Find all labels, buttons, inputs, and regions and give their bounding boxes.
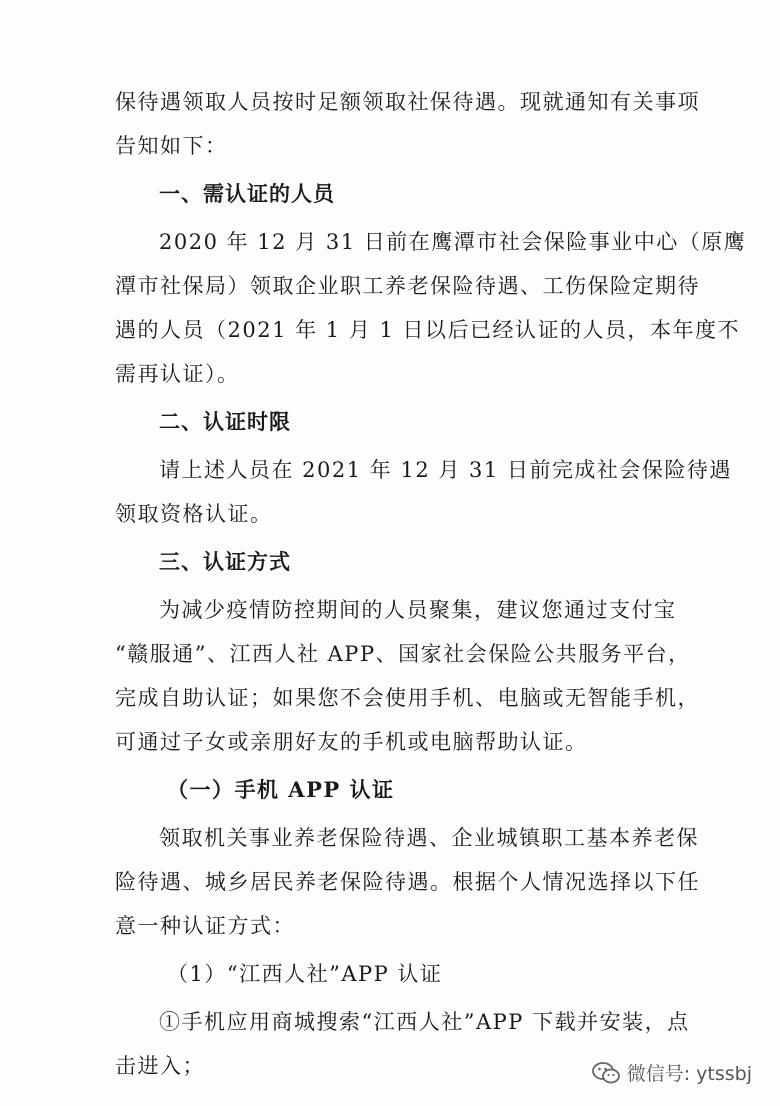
text-line: 可通过子女或亲朋好友的手机或电脑帮助认证。 bbox=[115, 730, 588, 754]
text-line: 击进入； bbox=[115, 1054, 205, 1078]
subsection-heading-1: （一）手机 APP 认证 bbox=[167, 777, 395, 802]
list-item-heading: （1）“江西人社”APP 认证 bbox=[167, 962, 443, 986]
watermark-text: 微信号: ytssbj bbox=[626, 1063, 752, 1085]
text-line: 领取机关事业养老保险待遇、企业城镇职工基本养老保 bbox=[159, 826, 699, 850]
text-line: 2020 年 12 月 31 日前在鹰潭市社会保险事业中心（原鹰 bbox=[159, 230, 747, 254]
wechat-watermark bbox=[591, 1059, 752, 1086]
text-line: 需再认证）。 bbox=[115, 362, 240, 386]
text-line: 告知如下： bbox=[115, 134, 228, 158]
section-heading-1: 一、需认证的人员 bbox=[159, 182, 335, 206]
text-line: 完成自助认证；如果您不会使用手机、电脑或无智能手机， bbox=[115, 686, 700, 710]
text-line: 请上述人员在 2021 年 12 月 31 日前完成社会保险待遇 bbox=[159, 458, 732, 482]
text-line: 为减少疫情防控期间的人员聚集，建议您通过支付宝 bbox=[159, 598, 677, 622]
text-line: 遇的人员（2021 年 1 月 1 日以后已经认证的人员，本年度不 bbox=[115, 318, 741, 342]
text-line: 保待遇领取人员按时足额领取社保待遇。现就通知有关事项 bbox=[115, 90, 700, 114]
text-line: ①手机应用商城搜索“江西人社”APP 下载并安装，点 bbox=[159, 1010, 690, 1034]
text-line: 意一种认证方式： bbox=[115, 914, 295, 938]
text-line: 险待遇、城乡居民养老保险待遇。根据个人情况选择以下任 bbox=[115, 870, 700, 894]
text-line: “赣服通”、江西人社 APP、国家社会保险公共服务平台， bbox=[115, 642, 691, 666]
text-line: 领取资格认证。 bbox=[115, 502, 273, 526]
section-heading-3: 三、认证方式 bbox=[159, 550, 291, 574]
text-line: 潭市社保局）领取企业职工养老保险待遇、工伤保险定期待 bbox=[115, 274, 700, 298]
wechat-icon bbox=[591, 1060, 621, 1086]
section-heading-2: 二、认证时限 bbox=[159, 410, 291, 434]
